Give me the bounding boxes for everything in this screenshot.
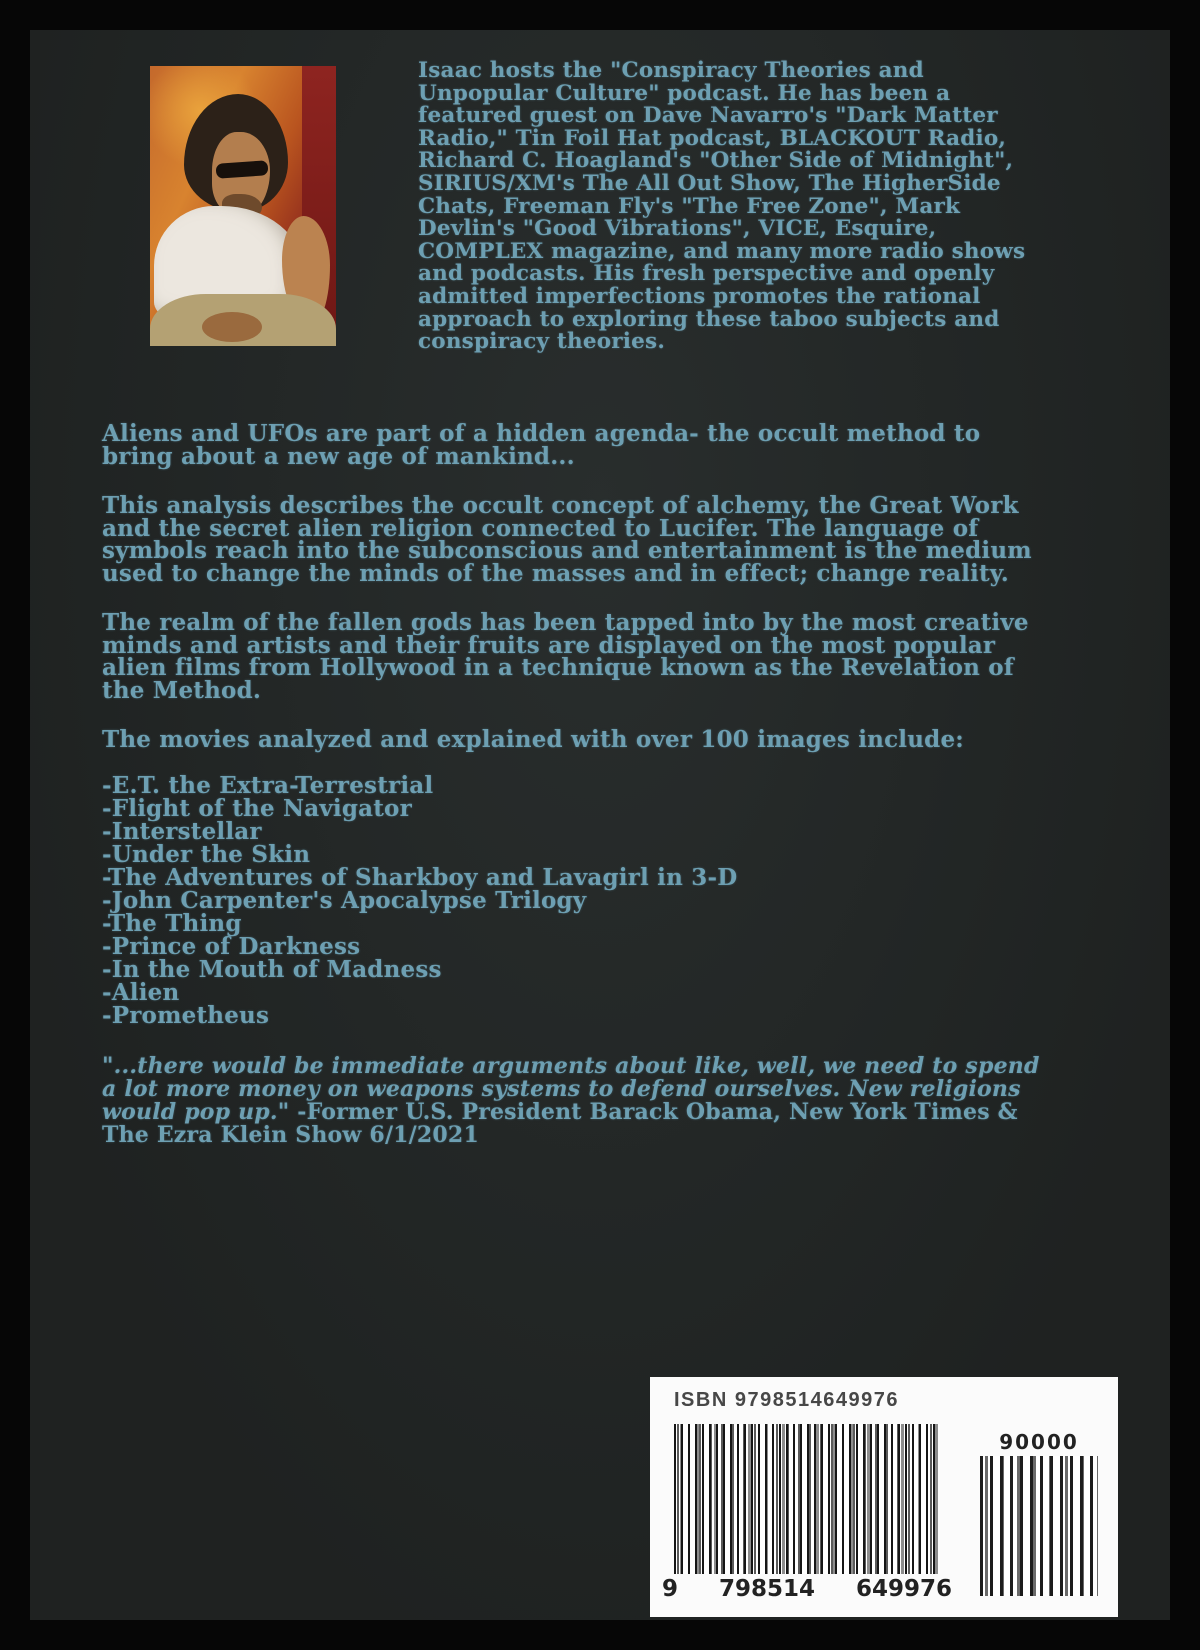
- price-code-label: 90000: [999, 1430, 1079, 1454]
- movie-list-item: -E.T. the Extra-Terrestrial: [102, 771, 434, 799]
- movie-list-item: -The Adventures of Sharkboy and Lavagirl in 3-D: [102, 863, 738, 891]
- synopsis-column: [102, 420, 1058, 1174]
- movie-list-item: -Alien: [102, 978, 180, 1006]
- author-hands: [202, 312, 262, 342]
- barcode-digit-group: 649976: [855, 1576, 952, 1602]
- author-photo: [150, 66, 336, 346]
- price-supplement: [980, 1430, 1098, 1596]
- movies-intro: The movies analyzed and explained with over 100 images include:: [102, 726, 964, 753]
- barcode-digit-group: 798514: [718, 1576, 815, 1602]
- synopsis-paragraph-2: This analysis describes the occult concept of alchemy, the Great Work and the secret alien religion connected to Lucifer. The language of symbols reach into the subconscious and entertainment is the medium used to change the minds of the masses and in effect; change reality.: [102, 492, 1032, 587]
- movie-list-item: -Flight of the Navigator: [102, 794, 412, 822]
- barcode-row: [650, 1418, 1118, 1617]
- movie-list-item: -The Thing: [102, 909, 242, 937]
- obama-quote: [102, 1052, 1058, 1148]
- movie-list-item: -John Carpenter's Apocalypse Trilogy: [102, 886, 587, 914]
- movie-list-item: -Prince of Darkness: [102, 932, 361, 960]
- movie-list-item: -In the Mouth of Madness: [102, 955, 442, 983]
- isbn-barcode-panel: [650, 1377, 1118, 1617]
- supplement-barcode: [980, 1456, 1098, 1596]
- isbn-number-label: ISBN 9798514649976: [674, 1389, 899, 1411]
- synopsis-paragraph-3: The realm of the fallen gods has been tapped into by the most creative minds and artists and their fruits are displayed on the most popular alien films from Hollywood in a technique known as the Revelation of the Method.: [102, 609, 1029, 704]
- quote-attribution: -Former U.S. President Barack Obama, New York Times & The Ezra Klein Show 6/1/2021: [102, 1098, 1018, 1148]
- movie-list-item: -Under the Skin: [102, 840, 311, 868]
- movie-list-item: -Prometheus: [102, 1001, 270, 1029]
- back-cover: [30, 30, 1170, 1620]
- movie-list: [102, 771, 1058, 1029]
- author-bio: Isaac hosts the "Conspiracy Theories and Unpopular Culture" podcast. He has been a featured guest on Dave Navarro's "Dark Matter Radio," Tin Foil Hat podcast, BLACKOUT Radio, Richard C. Hoagland's "Other Side of Midnight", SIRIUS/XM's The All Out Show, The HigherSide Chats, Freeman Fly's "The Free Zone", Mark Devlin's "Good Vibrations", VICE, Esquire, COMPLEX magazine, and many more radio shows and podcasts. His fresh perspective and openly admitted imperfections promotes the rational approach to exploring these taboo subjects and conspiracy theories.: [418, 58, 1026, 355]
- synopsis-paragraph-1: Aliens and UFOs are part of a hidden agenda- the occult method to bring about a new age of mankind...: [102, 420, 981, 470]
- movie-list-item: -Interstellar: [102, 817, 262, 845]
- barcode-digits: [662, 1576, 952, 1602]
- quote-text: "...there would be immediate arguments about like, well, we need to spend a lot more money on weapons systems to defend ourselves. New religions would pop up.": [102, 1052, 1040, 1125]
- ean13-barcode: [674, 1424, 940, 1574]
- barcode-digit-group: 9: [662, 1576, 679, 1602]
